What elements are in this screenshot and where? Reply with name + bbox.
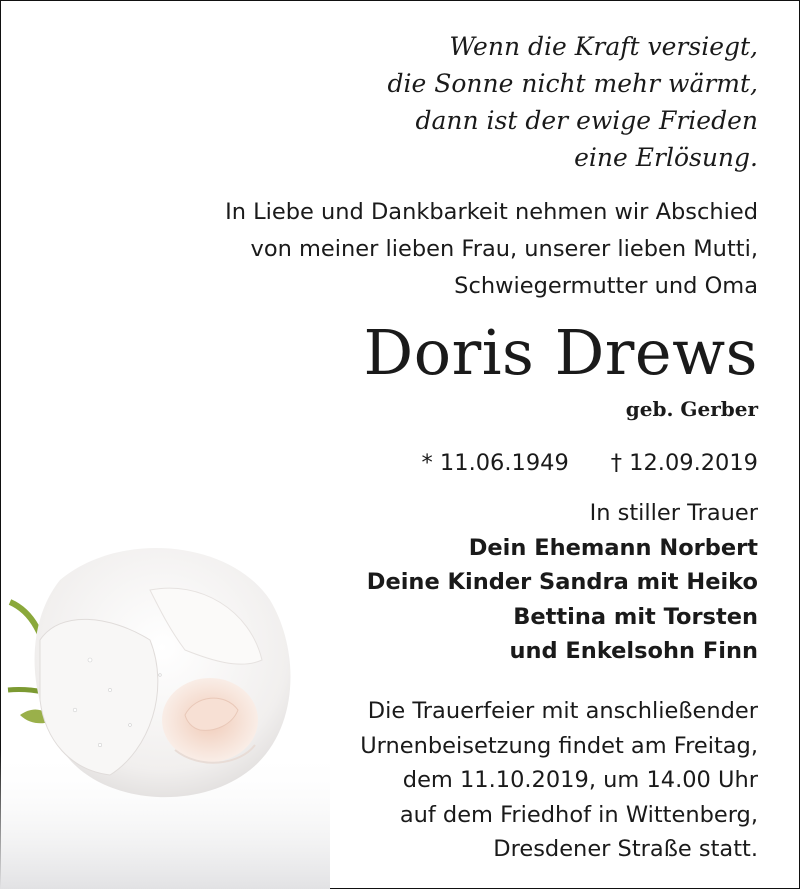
farewell-intro <box>225 194 758 305</box>
birth-date: * 11.06.1949 <box>421 450 569 476</box>
poem-line: Wenn die Kraft versiegt, <box>449 32 758 61</box>
poem-line: dann ist der ewige Frieden <box>415 106 758 135</box>
life-dates <box>422 446 758 480</box>
poem-line: die Sonne nicht mehr wärmt, <box>387 69 758 98</box>
mourner-line: Bettina mit Torsten <box>513 603 758 630</box>
poem <box>387 28 758 176</box>
intro-line: In Liebe und Dankbarkeit nehmen wir Abschied <box>225 199 758 225</box>
poem-line: eine Erlösung. <box>574 143 758 172</box>
funeral-line: Dresdener Straße statt. <box>493 836 758 862</box>
funeral-notice <box>360 694 758 867</box>
funeral-line: dem 11.10.2019, um 14.00 Uhr <box>402 767 758 793</box>
mourner-line: Deine Kinder Sandra mit Heiko <box>366 569 758 595</box>
intro-line: Schwiegermutter und Oma <box>454 273 758 299</box>
death-date: † 12.09.2019 <box>610 450 758 476</box>
funeral-line: Urnenbeisetzung findet am Freitag, <box>360 732 758 759</box>
funeral-line: auf dem Friedhof in Wittenberg, <box>399 801 758 828</box>
mourner-line: und Enkelsohn Finn <box>509 638 758 664</box>
funeral-line: Die Trauerfeier mit anschließender <box>367 698 758 724</box>
deceased-name: Doris Drews <box>363 316 758 389</box>
mourners <box>367 496 758 669</box>
mourner-line: Dein Ehemann Norbert <box>468 534 758 561</box>
intro-line: von meiner lieben Frau, unserer lieben Mutti, <box>250 236 758 262</box>
maiden-name: geb. Gerber <box>625 397 758 421</box>
mourners-heading: In stiller Trauer <box>589 500 758 526</box>
white-rose-image <box>0 520 330 889</box>
